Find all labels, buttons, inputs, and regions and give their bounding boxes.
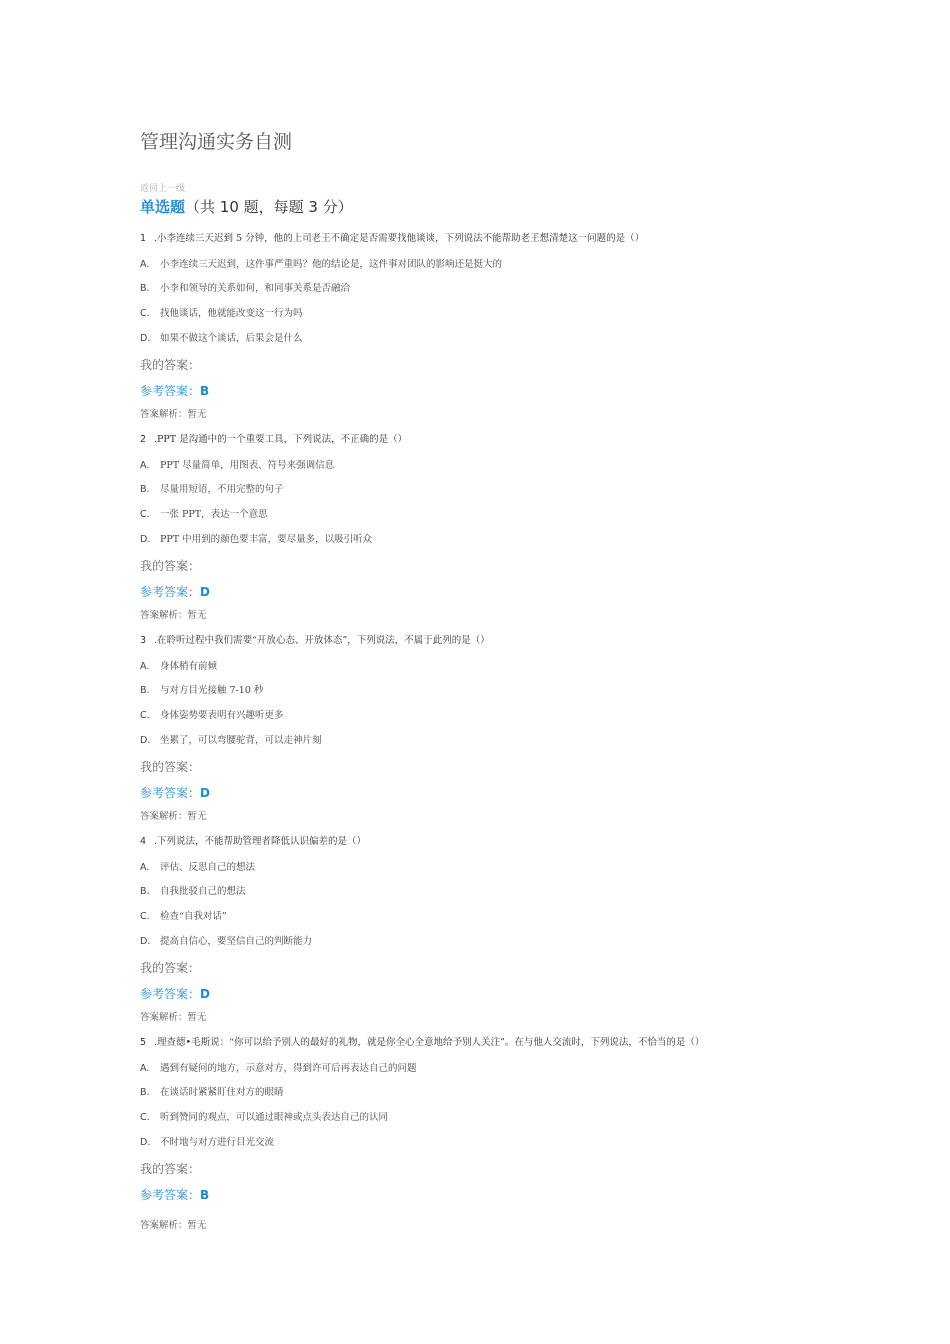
answer-option[interactable]: [140, 707, 284, 721]
option-letter: D.: [140, 333, 151, 344]
option-text: 遇到有疑问的地方，示意对方，得到许可后再表达自己的问题: [160, 1063, 417, 1074]
answer-option[interactable]: [140, 682, 263, 696]
option-letter: A.: [140, 862, 150, 873]
my-answer-label: 我的答案：: [140, 961, 201, 975]
option-letter: C.: [140, 911, 150, 922]
reference-answer-value: D: [200, 987, 210, 1001]
question-text: .下列说法，不能帮助管理者降低认识偏差的是（）: [154, 836, 367, 847]
reference-answer-label: 参考答案：: [140, 384, 201, 398]
reference-answer-label: 参考答案：: [140, 585, 201, 599]
question-number: 5: [140, 1037, 147, 1048]
answer-option[interactable]: [140, 280, 350, 294]
option-letter: C.: [140, 509, 150, 520]
option-letter: B.: [140, 283, 150, 294]
reference-answer: [140, 583, 210, 600]
option-letter: A.: [140, 1063, 150, 1074]
question-number: 3: [140, 635, 147, 646]
question-text: .PPT 是沟通中的一个重要工具，下列说法，不正确的是（）: [154, 434, 408, 445]
option-letter: D.: [140, 735, 151, 746]
reference-answer-label: 参考答案：: [140, 987, 201, 1001]
back-link[interactable]: 返回上一级: [140, 184, 186, 194]
answer-option[interactable]: [140, 1084, 284, 1098]
answer-option[interactable]: [140, 457, 334, 471]
option-text: 提高自信心，要坚信自己的判断能力: [160, 936, 313, 947]
question-stem: [140, 833, 366, 847]
reference-answer: [140, 1186, 209, 1203]
my-answer-label: 我的答案：: [140, 760, 201, 774]
option-text: 自我批驳自己的想法: [160, 886, 246, 897]
answer-option[interactable]: [140, 732, 322, 746]
option-letter: D.: [140, 1137, 151, 1148]
option-letter: A.: [140, 460, 150, 471]
section-meta: （共 10 题，每题 3 分）: [185, 198, 353, 216]
option-text: 检查“自我对话”: [160, 911, 227, 922]
option-text: PPT 尽量简单，用图表、符号来强调信息: [160, 460, 335, 471]
option-text: 坐累了，可以弯腰驼背，可以走神片刻: [160, 735, 322, 746]
question-number: 2: [140, 434, 147, 445]
question-text: .在聆听过程中我们需要“开放心态、开放体态”，下列说法，不属于此列的是（）: [154, 635, 490, 646]
reference-answer-value: D: [200, 585, 210, 599]
reference-answer-value: B: [200, 1188, 210, 1202]
option-text: 尽量用短语，不用完整的句子: [160, 484, 284, 495]
option-letter: C.: [140, 710, 150, 721]
my-answer-label: 我的答案：: [140, 1162, 201, 1176]
option-letter: B.: [140, 1087, 150, 1098]
answer-option[interactable]: [140, 481, 284, 495]
option-text: 如果不做这个谈话，后果会是什么: [160, 333, 303, 344]
answer-option[interactable]: [140, 1134, 274, 1148]
reference-answer: [140, 985, 210, 1002]
question-text: .小李连续三天迟到 5 分钟，他的上司老王不确定是否需要找他谈谈，下列说法不能帮助老王想清楚这一问题的是（）: [154, 233, 645, 244]
reference-answer: [140, 382, 209, 399]
option-text: 在谈话时紧紧盯住对方的眼睛: [160, 1087, 284, 1098]
option-letter: A.: [140, 259, 150, 270]
reference-answer-label: 参考答案：: [140, 1188, 201, 1202]
question-stem: [140, 632, 490, 646]
option-letter: C.: [140, 1112, 150, 1123]
option-text: 评估、反思自己的想法: [160, 862, 256, 873]
answer-analysis: 答案解析：暂无: [140, 1012, 207, 1023]
option-text: 小李和领导的关系如何，和同事关系是否融洽: [160, 283, 351, 294]
answer-option[interactable]: [140, 859, 255, 873]
reference-answer-value: D: [200, 786, 210, 800]
option-letter: D.: [140, 534, 151, 545]
option-letter: C.: [140, 308, 150, 319]
question-stem: [140, 230, 644, 244]
page-title: 管理沟通实务自测: [140, 131, 293, 153]
answer-option[interactable]: [140, 330, 303, 344]
answer-analysis: 答案解析：暂无: [140, 610, 207, 621]
my-answer-label: 我的答案：: [140, 358, 201, 372]
option-letter: B.: [140, 886, 150, 897]
reference-answer: [140, 784, 210, 801]
answer-option[interactable]: [140, 506, 268, 520]
answer-option[interactable]: [140, 933, 312, 947]
question-stem: [140, 1034, 704, 1048]
reference-answer-label: 参考答案：: [140, 786, 201, 800]
question-text: .理查德•毛斯说：“你可以给予别人的最好的礼物，就是你全心全意地给予别人关注”。在与他人交流时，下列说法，不恰当的是（）: [154, 1037, 705, 1048]
answer-analysis: 答案解析：暂无: [140, 811, 207, 822]
question-number: 1: [140, 233, 147, 244]
option-text: 找他谈话，他就能改变这一行为吗: [160, 308, 303, 319]
option-text: 小李连续三天迟到，这件事严重吗？他的结论是，这件事对团队的影响还是挺大的: [160, 259, 503, 270]
answer-option[interactable]: [140, 1060, 417, 1074]
option-text: 听到赞同的观点，可以通过眼神或点头表达自己的认同: [160, 1112, 389, 1123]
option-text: 与对方目光接触 7-10 秒: [160, 685, 264, 696]
option-letter: D.: [140, 936, 151, 947]
option-letter: A.: [140, 661, 150, 672]
section-header: [140, 196, 353, 217]
answer-analysis: 答案解析：暂无: [140, 1220, 207, 1231]
answer-option[interactable]: [140, 908, 227, 922]
answer-option[interactable]: [140, 305, 303, 319]
answer-option[interactable]: [140, 256, 502, 270]
reference-answer-value: B: [200, 384, 210, 398]
option-letter: B.: [140, 484, 150, 495]
answer-option[interactable]: [140, 531, 372, 545]
answer-analysis: 答案解析：暂无: [140, 409, 207, 420]
option-text: 不时地与对方进行目光交流: [160, 1137, 275, 1148]
question-stem: [140, 431, 407, 445]
section-name: 单选题: [140, 198, 186, 216]
answer-option[interactable]: [140, 658, 217, 672]
answer-option[interactable]: [140, 1109, 388, 1123]
option-text: 一张 PPT，表达一个意思: [160, 509, 268, 520]
my-answer-label: 我的答案：: [140, 559, 201, 573]
option-text: 身体稍有前倾: [160, 661, 218, 672]
answer-option[interactable]: [140, 883, 246, 897]
question-number: 4: [140, 836, 147, 847]
option-text: 身体姿势要表明有兴趣听更多: [160, 710, 284, 721]
option-letter: B.: [140, 685, 150, 696]
option-text: PPT 中用到的颜色要丰富，要尽量多，以吸引听众: [160, 534, 373, 545]
